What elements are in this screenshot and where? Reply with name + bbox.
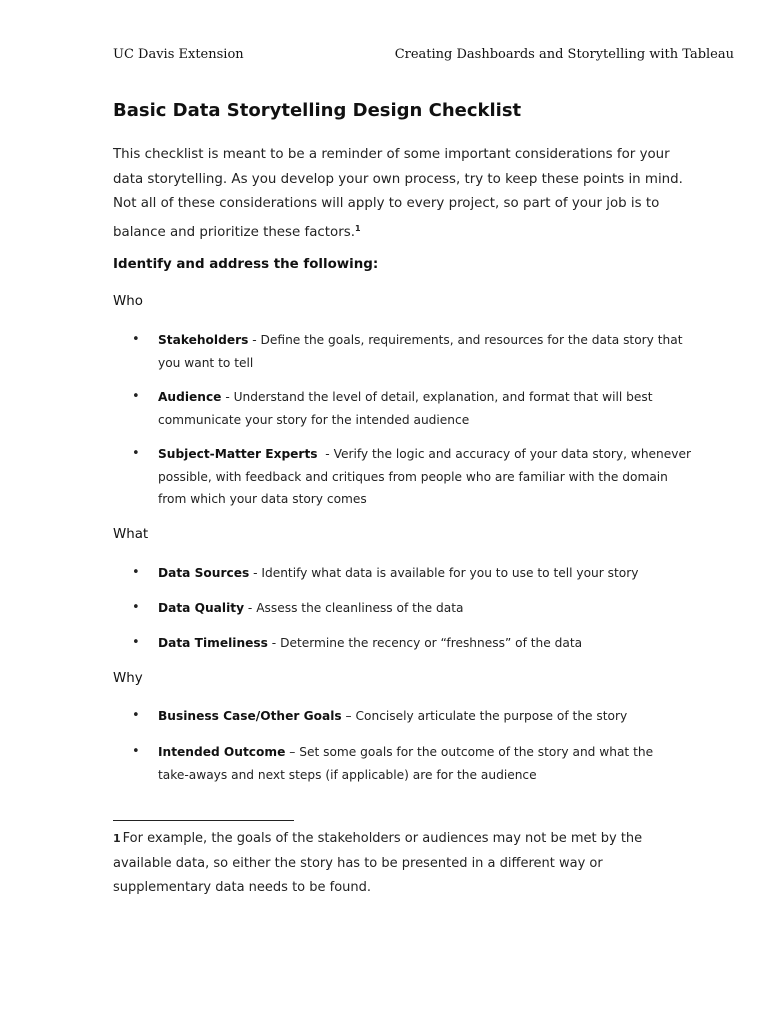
bullet-icon: • [132,600,140,615]
bullet-icon: • [132,744,140,759]
item-text: Determine the recency or “freshness” of the data [280,636,583,650]
item-separator: – [285,745,300,759]
item-line [158,386,668,409]
intro-line [113,217,673,246]
item-term: Stakeholders [158,333,249,347]
item-text: Identify what data is available for you to use to tell your story [261,566,639,580]
item-line [158,705,668,728]
item-term: Intended Outcome [158,745,286,759]
item-separator: - [267,636,281,650]
item-separator: - [249,566,262,580]
bullet-icon: • [132,332,140,347]
item-line: from which your data story comes [158,492,367,506]
item-line [158,329,683,352]
item-line [158,597,668,620]
bullet-icon: • [132,565,140,580]
bullet-icon: • [132,635,140,650]
item-term: Data Timeliness [158,636,268,650]
intro-line-text: balance and prioritize these factors. [113,224,355,240]
item-separator: - [248,333,261,347]
intro-line: data storytelling. As you develop your own process, try to keep these points in mind. [113,171,683,187]
item-separator: - [221,390,234,404]
item-text: Set some goals for the outcome of the story and what the [299,745,654,759]
item-separator: - [244,601,257,615]
item-line: communicate your story for the intended audience [158,412,470,427]
item-text: Understand the level of detail, explanation, and format that will best [233,390,653,404]
section-heading-who: Who [113,294,143,309]
item-text: Define the goals, requirements, and resources for the data story that [260,333,683,347]
intro-paragraph [113,143,683,245]
item-line: possible, with feedback and critiques from people who are familiar with the domain [158,469,668,484]
item-line: take-aways and next steps (if applicable) are for the audience [158,767,537,782]
item-text: Verify the logic and accuracy of your data story, whenever [333,447,692,461]
footnote-text: For example, the goals of the stakeholders or audiences may not be met by the [122,831,643,846]
footnote [113,827,673,901]
item-line [158,741,668,764]
item-term: Business Case/Other Goals [158,709,342,723]
footnote-line: available data, so either the story has to be presented in a different way or [113,855,603,871]
section-heading-why: Why [113,671,143,686]
lead-heading: Identify and address the following: [113,257,379,272]
intro-line: This checklist is meant to be a reminder of some important considerations for your [113,147,670,162]
page-title: Basic Data Storytelling Design Checklist [113,100,522,121]
item-separator: – [341,709,356,723]
item-separator: - [317,447,334,461]
footnote-reference[interactable]: 1 [354,223,361,233]
header-left: UC Davis Extension [113,47,244,62]
item-text: Assess the cleanliness of the data [256,601,464,615]
footnote-separator [113,820,294,821]
header-right: Creating Dashboards and Storytelling with Tableau [394,47,734,62]
item-line: you want to tell [158,355,254,370]
bullet-icon: • [132,446,140,461]
intro-line: Not all of these considerations will apply to every project, so part of your job is to [113,196,660,211]
item-term: Audience [158,390,222,404]
item-text: Concisely articulate the purpose of the story [355,709,628,723]
item-term: Data Sources [158,566,250,580]
footnote-line: supplementary data needs to be found. [113,880,372,895]
footnote-number: 1 [113,832,121,845]
item-term: Subject-Matter Experts [158,447,318,461]
item-term: Data Quality [158,601,245,615]
bullet-icon: • [132,389,140,404]
bullet-icon: • [132,708,140,723]
section-heading-what: What [113,527,149,542]
item-line [158,632,668,655]
item-line [158,443,692,466]
item-line [158,562,668,585]
footnote-line [113,827,673,852]
